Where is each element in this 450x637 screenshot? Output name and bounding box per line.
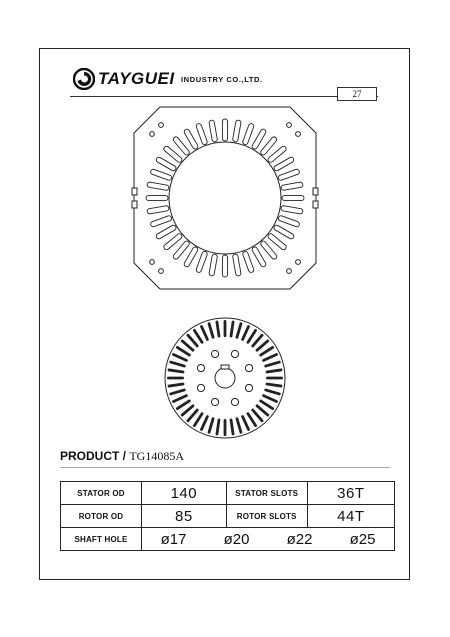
spiral-logo-icon xyxy=(73,68,95,90)
rotor-vent-hole xyxy=(197,364,204,371)
stator-od-label: STATOR OD xyxy=(61,482,142,505)
rotor-slot xyxy=(167,382,184,387)
stator-od-value: 140 xyxy=(142,482,227,505)
rotor-slots-value: 44T xyxy=(307,505,394,528)
brand-name: TAYGUEI xyxy=(98,69,175,88)
product-heading xyxy=(60,449,184,464)
stator-slot xyxy=(150,215,172,227)
stator-slot xyxy=(232,254,241,277)
shaft-hole-value: ø22 xyxy=(286,530,313,548)
rotor-slot xyxy=(169,388,186,395)
rotor-vent-hole xyxy=(211,398,218,405)
rotor-slot xyxy=(169,360,186,367)
stator-slot xyxy=(278,169,300,181)
stator-slot xyxy=(232,120,241,143)
rotor-slot xyxy=(264,388,281,395)
rotor-slot xyxy=(215,418,220,435)
stator-slot xyxy=(242,123,254,145)
rotor-slot xyxy=(224,320,227,337)
rotor-slot xyxy=(215,320,220,337)
stator-slot xyxy=(278,215,300,227)
shaft-hole-label: SHAFT HOLE xyxy=(61,528,142,551)
stator-slots-label: STATOR SLOTS xyxy=(226,482,307,505)
stator-slot xyxy=(146,195,168,200)
rotor-vent-hole xyxy=(245,384,252,391)
header-rule xyxy=(70,96,378,97)
stator-slot xyxy=(209,120,218,143)
shaft-hole-value: ø17 xyxy=(160,530,187,548)
rotor-vent-hole xyxy=(211,350,218,357)
shaft-hole-value: ø20 xyxy=(223,530,250,548)
rotor-slots-label: ROTOR SLOTS xyxy=(226,505,307,528)
rotor-slot xyxy=(235,417,242,434)
spec-row-shaft xyxy=(61,528,395,551)
shaft-hole-values xyxy=(142,528,395,551)
brand-suffix: INDUSTRY CO.,LTD. xyxy=(181,75,263,84)
rotor-slot xyxy=(167,368,184,373)
page-number: 27 xyxy=(337,87,377,101)
stator-corner-notches xyxy=(150,123,301,274)
rotor-shaft-hole xyxy=(215,368,235,388)
stator-slot xyxy=(196,251,208,273)
stator-slot xyxy=(147,205,170,214)
rotor-od-value: 85 xyxy=(142,505,227,528)
stator-slots xyxy=(146,119,304,277)
rotor-vent-hole xyxy=(245,364,252,371)
stator-slots-value: 36T xyxy=(307,482,394,505)
rotor-vent-hole xyxy=(231,398,238,405)
stator-slot xyxy=(209,254,218,277)
stator-slot xyxy=(147,182,170,191)
stator-slot xyxy=(222,119,227,141)
rotor-slot xyxy=(224,419,227,436)
stator-outline xyxy=(134,107,316,289)
shaft-hole-value: ø25 xyxy=(349,530,376,548)
stator-slot xyxy=(150,169,172,181)
product-rule xyxy=(60,467,390,468)
rotor-slot xyxy=(207,417,214,434)
rotor-vent-hole xyxy=(231,350,238,357)
rotor-slot xyxy=(264,360,281,367)
stator-slot xyxy=(222,255,227,277)
rotor-slot xyxy=(266,377,283,380)
rotor-od-label: ROTOR OD xyxy=(61,505,142,528)
spec-row-stator xyxy=(61,482,395,505)
stator-slot xyxy=(282,195,304,200)
rotor-slot xyxy=(229,418,234,435)
product-label: PRODUCT / xyxy=(60,449,126,463)
spec-row-rotor xyxy=(61,505,395,528)
stator-slot xyxy=(281,182,304,191)
rotor-lamination-drawing xyxy=(163,316,287,440)
stator-slot xyxy=(242,251,254,273)
stator-slot xyxy=(281,205,304,214)
rotor-slot xyxy=(229,320,234,337)
rotor-vent-hole xyxy=(197,384,204,391)
spec-table xyxy=(60,481,395,551)
rotor-keyway xyxy=(221,365,229,369)
rotor-slot xyxy=(265,368,282,373)
rotor-slot xyxy=(235,322,242,339)
rotor-slot xyxy=(167,377,184,380)
stator-lamination-drawing xyxy=(130,103,320,293)
stator-edge-notches xyxy=(132,188,318,208)
rotor-slot xyxy=(265,382,282,387)
stator-slot xyxy=(196,123,208,145)
product-code: TG14085A xyxy=(129,449,185,463)
rotor-slot xyxy=(207,322,214,339)
stator-bore xyxy=(169,142,281,254)
